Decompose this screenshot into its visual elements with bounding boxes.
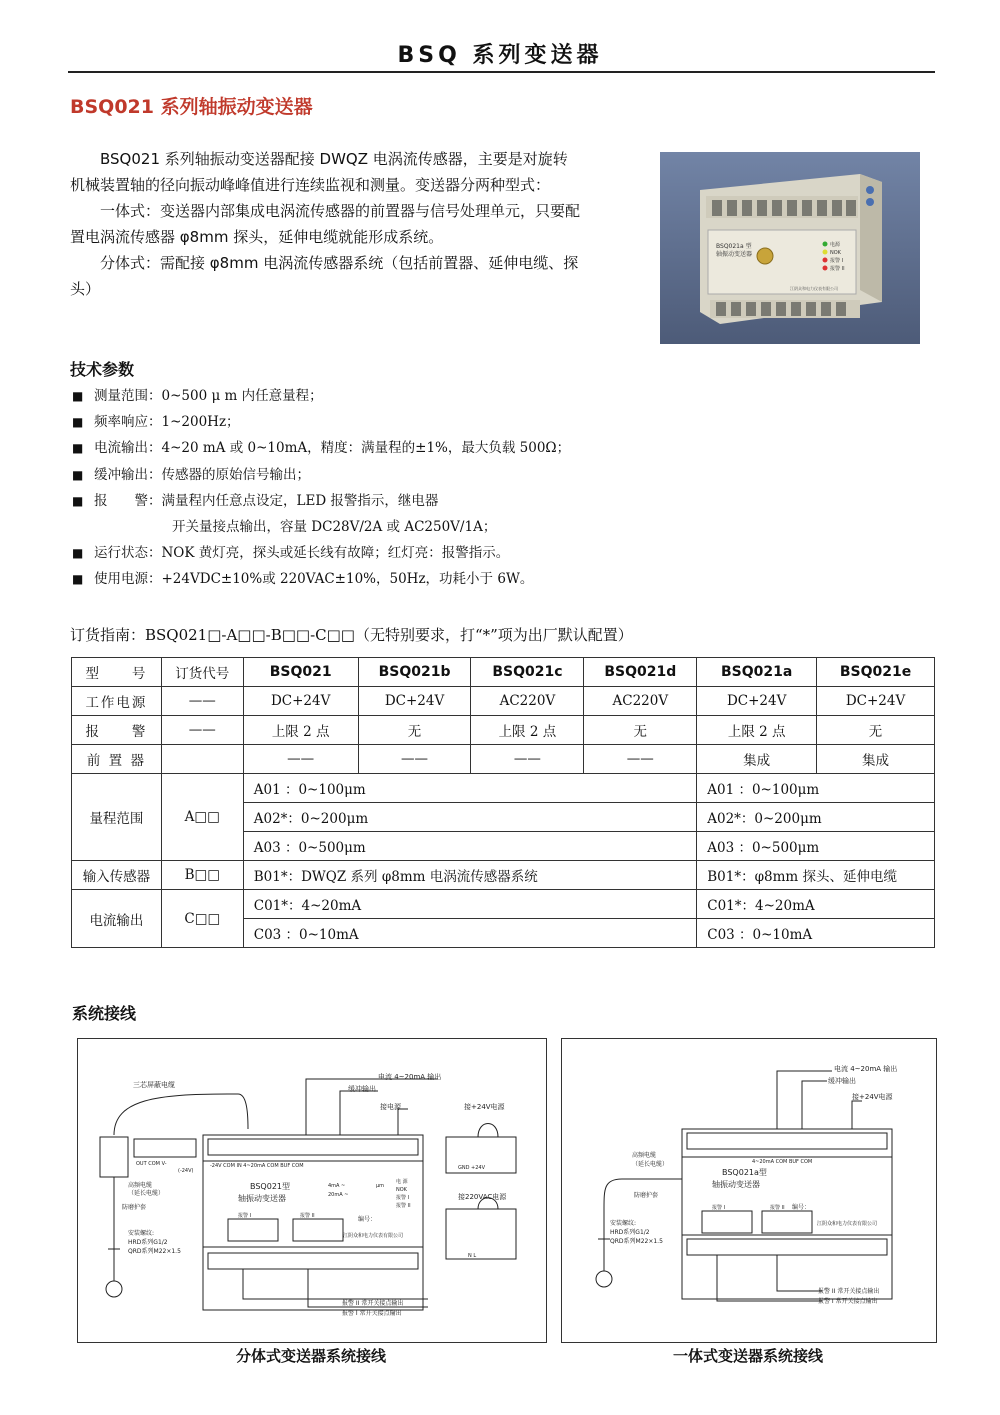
thread-label: 安装螺纹:: [128, 1230, 155, 1237]
relay-out-2: 报警 I 常开关接点输出: [342, 1310, 402, 1317]
spec-item: ■ 电流输出：4~20 mA 或 0~10mA，精度：满量程的±1%，最大负载 500Ω；: [72, 435, 972, 461]
preamp-box: [100, 1137, 128, 1177]
bullet-icon: ■: [72, 493, 84, 508]
ext-label: （延长电缆）: [128, 1190, 165, 1197]
header-rule: [68, 71, 935, 73]
transmitter-image: [660, 152, 920, 344]
relay-out-1: 报警 II 常开关接点输出: [818, 1288, 880, 1295]
order-guide: 订货指南：BSQ021□-A□□-B□□-C□□（无特别要求，打“*”项为出厂默认配置）: [70, 626, 633, 644]
cable-label: 三芯屏蔽电缆: [133, 1081, 175, 1089]
thread-label: 安装螺纹:: [610, 1220, 637, 1227]
table-row: 型 号 订货代号 BSQ021 BSQ021b BSQ021c BSQ021d BSQ021a BSQ021e: [72, 658, 935, 687]
specs-title: 技术参数: [70, 360, 135, 379]
ext-label: （延长电缆）: [632, 1161, 669, 1168]
led1-label: 电 源: [396, 1179, 408, 1185]
terms-label: 4~20mA COM BUF COM: [752, 1159, 813, 1165]
transmitter-box: [682, 1129, 892, 1299]
wiring-title: 系统接线: [72, 1004, 137, 1023]
model-label: BSQ021型: [250, 1182, 290, 1191]
split-wiring-diagram: [77, 1038, 547, 1343]
bullet-icon: ■: [72, 572, 84, 587]
product-title: BSQ021 系列轴振动变送器: [70, 96, 313, 118]
table-row: C03 ：0~10mA C03 ：0~10mA: [72, 919, 935, 948]
led2-label: NOK: [396, 1187, 407, 1193]
hf-label: 高频电缆: [128, 1182, 153, 1189]
buf-label: 缓冲输出: [828, 1077, 856, 1085]
relay2-label: 报警 II: [770, 1205, 785, 1211]
out-label: 电流 4~20mA 输出: [834, 1065, 898, 1073]
intro-p2: 一体式：变送器内部集成电涡流传感器的前置器与信号处理单元，只要配置电涡流传感器 φ8mm 探头，延伸电缆就能形成系统。: [70, 202, 581, 246]
photo-maker: 江阴众和电力仪表有限公司: [790, 286, 838, 291]
led3-label: 报警 I: [396, 1195, 410, 1201]
table-row: 电流输出 C□□ C01*：4~20mA C01*：4~20mA: [72, 890, 935, 919]
num-label: 编号：: [358, 1216, 377, 1223]
ac-label: 接220VAC电源: [458, 1193, 507, 1201]
preamp-terms-label: OUT COM V-: [136, 1161, 167, 1167]
name-label: 轴振动变送器: [238, 1194, 286, 1203]
spec-item: ■ 测量范围：0~500 μ m 内任意量程；: [72, 383, 972, 409]
led4-label: 报警 II: [396, 1203, 411, 1209]
preamp-terminals: [134, 1139, 196, 1157]
um-label: μm: [376, 1183, 385, 1189]
relay-out-2: 报警 I 常开关接点输出: [818, 1298, 878, 1305]
table-row: A02*：0~200μm A02*：0~200μm: [72, 803, 935, 832]
num-label: 编号：: [792, 1204, 811, 1211]
name-label: 轴振动变送器: [712, 1180, 760, 1189]
relay-out-1: 报警 II 常开关接点输出: [342, 1300, 404, 1307]
table-row: 报 警 —— 上限 2 点 无 上限 2 点 无 上限 2 点 无: [72, 716, 935, 745]
photo-led-2: NOK: [830, 250, 841, 256]
model-label: BSQ021a型: [722, 1168, 767, 1177]
integrated-wiring-diagram: [561, 1038, 937, 1343]
intro-p1: BSQ021 系列轴振动变送器配接 DWQZ 电涡流传感器，主要是对旋转机械装置轴的径向振动峰峰值进行连续监视和测量。变送器分两种型式：: [70, 150, 568, 194]
qrd-label: QRD系列M22×1.5: [610, 1238, 663, 1245]
spec-item: ■ 频率响应：1~200Hz；: [72, 409, 972, 435]
spec-item: ■ 使用电源：+24VDC±10%或 220VAC±10%，50Hz，功耗小于 6W。: [72, 566, 972, 592]
ac-power-block: [446, 1209, 516, 1259]
photo-led-1: 电源: [830, 242, 841, 248]
relay1-label: 报警 I: [238, 1213, 252, 1219]
ac-terms-label: N L: [468, 1253, 477, 1259]
table-row: 输入传感器 B□□ B01*：DWQZ 系列 φ8mm 电涡流传感器系统 B01*：φ8mm 探头、延伸电缆: [72, 861, 935, 890]
range20-label: 20mA ~: [328, 1192, 349, 1198]
order-table: [71, 657, 935, 948]
intro-text: [70, 146, 580, 302]
table-row: A03 ：0~500μm A03 ：0~500μm: [72, 832, 935, 861]
maker-label: 江阴众和电力仪表有限公司: [343, 1233, 404, 1239]
spec-item: ■ 运行状态：NOK 黄灯亮，探头或延长线有故障；红灯亮：报警指示。: [72, 540, 972, 566]
bullet-icon: ■: [72, 441, 84, 456]
relay1-label: 报警 I: [712, 1205, 726, 1211]
range4-label: 4mA ~: [328, 1183, 346, 1189]
integrated-caption: 一体式变送器系统接线: [672, 1347, 823, 1365]
prot-label: 防磨护套: [634, 1192, 659, 1199]
terms-label: -24V COM IN 4~20mA COM BUF COM: [210, 1163, 304, 1169]
out-label: 电流 4~20mA 输出: [378, 1073, 442, 1081]
table-row: 工作电源 —— DC+24V DC+24V AC220V AC220V DC+24V DC+24V: [72, 687, 935, 716]
prot-label: 防磨护套: [122, 1204, 147, 1211]
pw-label: 接电源: [380, 1103, 401, 1111]
photo-led-4: 报警 II: [830, 266, 845, 272]
hrd-label: HRD系列G1/2: [128, 1239, 168, 1246]
hrd-label: HRD系列G1/2: [610, 1229, 650, 1236]
spec-item-cont: 开关量接点输出，容量 DC28V/2A 或 AC250V/1A；: [172, 519, 497, 536]
photo-panel-label: BSQ021a 型: [716, 243, 752, 250]
qrd-label: QRD系列M22×1.5: [128, 1248, 181, 1255]
relay2-label: 报警 II: [300, 1213, 315, 1219]
dc-label: 接+24V电源: [852, 1093, 893, 1101]
buf-label: 缓冲输出: [348, 1085, 376, 1093]
preamp-sub-label: (-24V): [178, 1168, 194, 1174]
split-caption: 分体式变送器系统接线: [235, 1347, 386, 1365]
specs-list: [72, 383, 972, 593]
gnd-label: GND +24V: [458, 1165, 486, 1171]
table-row: 量程范围 A□□ A01 ：0~100μm A01 ：0~100μm: [72, 774, 935, 803]
photo-led-3: 报警 I: [830, 258, 844, 264]
hf-label: 高频电缆: [632, 1152, 657, 1159]
intro-p3: 分体式：需配接 φ8mm 电涡流传感器系统（包括前置器、延伸电缆、探头）: [70, 254, 579, 298]
page-header: BSQ 系列变送器: [397, 43, 603, 68]
dc-label: 接+24V电源: [464, 1103, 505, 1111]
bullet-icon: ■: [72, 415, 84, 430]
table-row: 前 置 器 —— —— —— —— 集成 集成: [72, 745, 935, 774]
bullet-icon: ■: [72, 467, 84, 482]
product-photo: [660, 152, 920, 344]
bullet-icon: ■: [72, 546, 84, 561]
maker-label: 江阴众和电力仪表有限公司: [817, 1221, 878, 1227]
spec-item: ■ 缓冲输出：传感器的原始信号输出；: [72, 462, 972, 488]
photo-panel-sub: 轴振动变送器: [716, 251, 753, 258]
bullet-icon: ■: [72, 389, 84, 403]
spec-item: ■ 报 警：满量程内任意点设定，LED 报警指示，继电器: [72, 488, 972, 514]
